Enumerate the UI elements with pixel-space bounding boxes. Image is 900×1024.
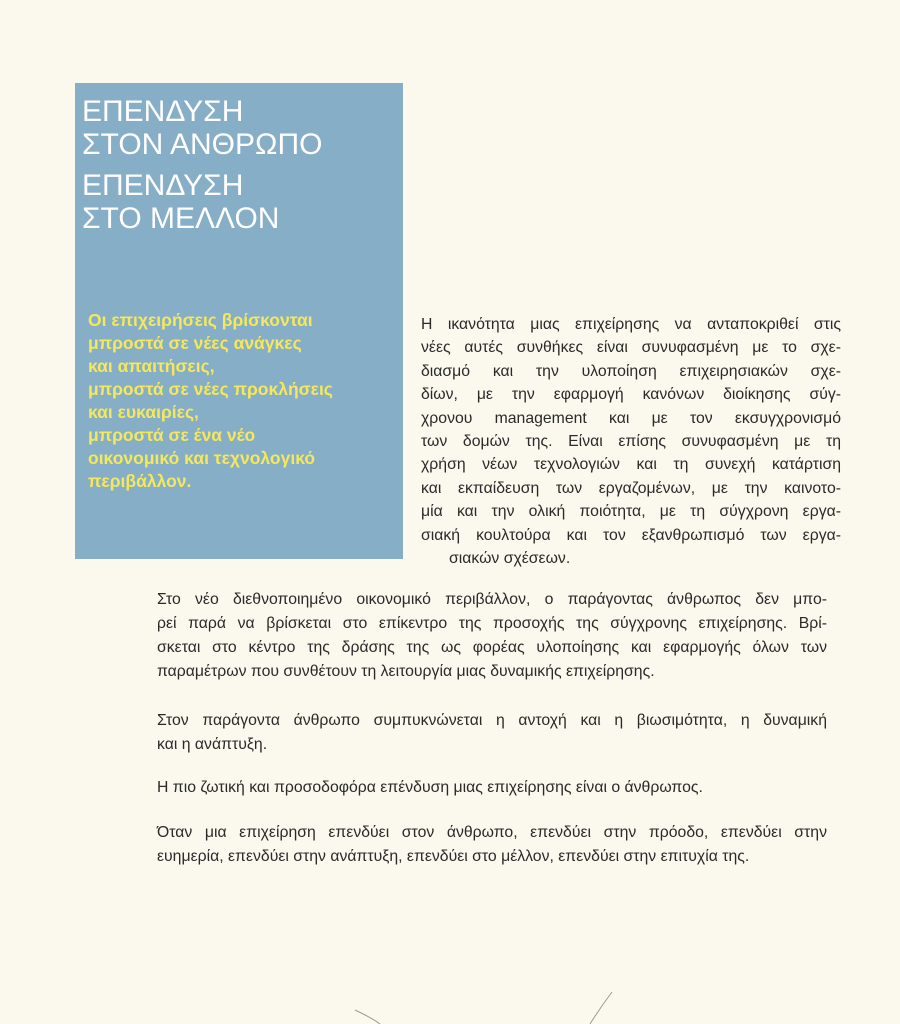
intro-paragraph xyxy=(421,313,841,570)
headline-line: ΣΤΟΝ ΑΝΘΡΩΠΟ xyxy=(82,128,323,161)
text-line: Η ικανότητα μιας επιχείρησης να ανταποκριθεί στις xyxy=(421,316,841,333)
text-line: δίων, με την εφαρμογή κανόνων διοίκησης σύγ- xyxy=(421,386,841,404)
text-line: χρονου management και με τον εκσυγχρονισμό xyxy=(421,409,841,427)
body-paragraph-4 xyxy=(157,821,827,869)
text-line: χρήση νέων τεχνολογιών και τη συνεχή κατάρτιση xyxy=(421,456,841,474)
headline-line: ΕΠΕΝΔΥΣΗ xyxy=(82,95,244,128)
text-line: Στο νέο διεθνοποιημένο οικονομικό περιβάλλον, ο παράγοντας άνθρωπος δεν μπο- xyxy=(157,591,827,608)
text-line: νέες αυτές συνθήκες είναι συνυφασμένη με το σχε- xyxy=(421,339,841,357)
text-line: ρεί παρά να βρίσκεται στο επίκεντρο της προσοχής της σύγχρονης επιχείρησης. Βρί- xyxy=(157,615,827,632)
lead-text xyxy=(88,309,400,493)
lead-line: Οι επιχειρήσεις βρίσκονται xyxy=(88,310,313,330)
lead-line: οικονομικό και τεχνολογικό xyxy=(88,448,316,468)
body-paragraph-2 xyxy=(157,709,827,757)
lead-line: μπροστά σε νέες προκλήσεις xyxy=(88,379,333,399)
body-paragraph-1 xyxy=(157,588,827,684)
fold-mark-left xyxy=(355,1010,380,1024)
lead-line: και ευκαιρίες, xyxy=(88,402,199,422)
text-line: Η πιο ζωτική και προσοδοφόρα επένδυση μιας επιχείρησης είναι ο άνθρωπος. xyxy=(157,779,703,796)
text-line: παραμέτρων που συνθέτουν τη λειτουργία μιας δυναμικής επιχείρησης. xyxy=(157,663,655,680)
headline xyxy=(82,95,402,243)
text-line: σιακή κουλτούρα και τον εξανθρωπισμό των εργα- xyxy=(421,526,841,544)
headline-line: ΕΠΕΝΔΥΣΗ xyxy=(82,169,244,202)
text-line: σιακών σχέσεων. xyxy=(449,550,571,568)
text-line: των δομών της. Είναι επίσης συνυφασμένη με τη xyxy=(421,433,841,451)
text-line: και εκπαίδευση των εργαζομένων, με την καινοτο- xyxy=(421,479,841,497)
headline-block-1 xyxy=(82,95,402,161)
text-line: Όταν μια επιχείρηση επενδύει στον άνθρωπο, επενδύει στην πρόοδο, επενδύει στην xyxy=(157,824,827,841)
text-line: σκεται στο κέντρο της δράσης της ως φορέας υλοποίησης και εφαρμογής όλων των xyxy=(157,639,827,656)
body-paragraph-3 xyxy=(157,776,827,800)
lead-line: μπροστά σε νέες ανάγκες xyxy=(88,333,302,353)
text-line: ευημερία, επενδύει στην ανάπτυξη, επενδύει στο μέλλον, επενδύει στην επιτυχία της. xyxy=(157,848,750,865)
text-line: μία και την ολική ποιότητα, με τη σύγχρονη εργα- xyxy=(421,503,841,521)
text-line: και η ανάπτυξη. xyxy=(157,736,268,753)
lead-line: και απαιτήσεις, xyxy=(88,356,215,376)
text-line: Στον παράγοντα άνθρωπο συμπυκνώνεται η αντοχή και η βιωσιμότητα, η δυναμική xyxy=(157,712,827,729)
headline-block-2 xyxy=(82,169,402,235)
fold-mark-right xyxy=(590,992,612,1024)
lead-line: μπροστά σε ένα νέο xyxy=(88,425,256,445)
lead-line: περιβάλλον. xyxy=(88,471,192,491)
text-line: διασμό και την υλοποίηση επιχειρησιακών σχε- xyxy=(421,362,841,380)
headline-line: ΣΤΟ ΜΕΛΛΟΝ xyxy=(82,202,280,235)
